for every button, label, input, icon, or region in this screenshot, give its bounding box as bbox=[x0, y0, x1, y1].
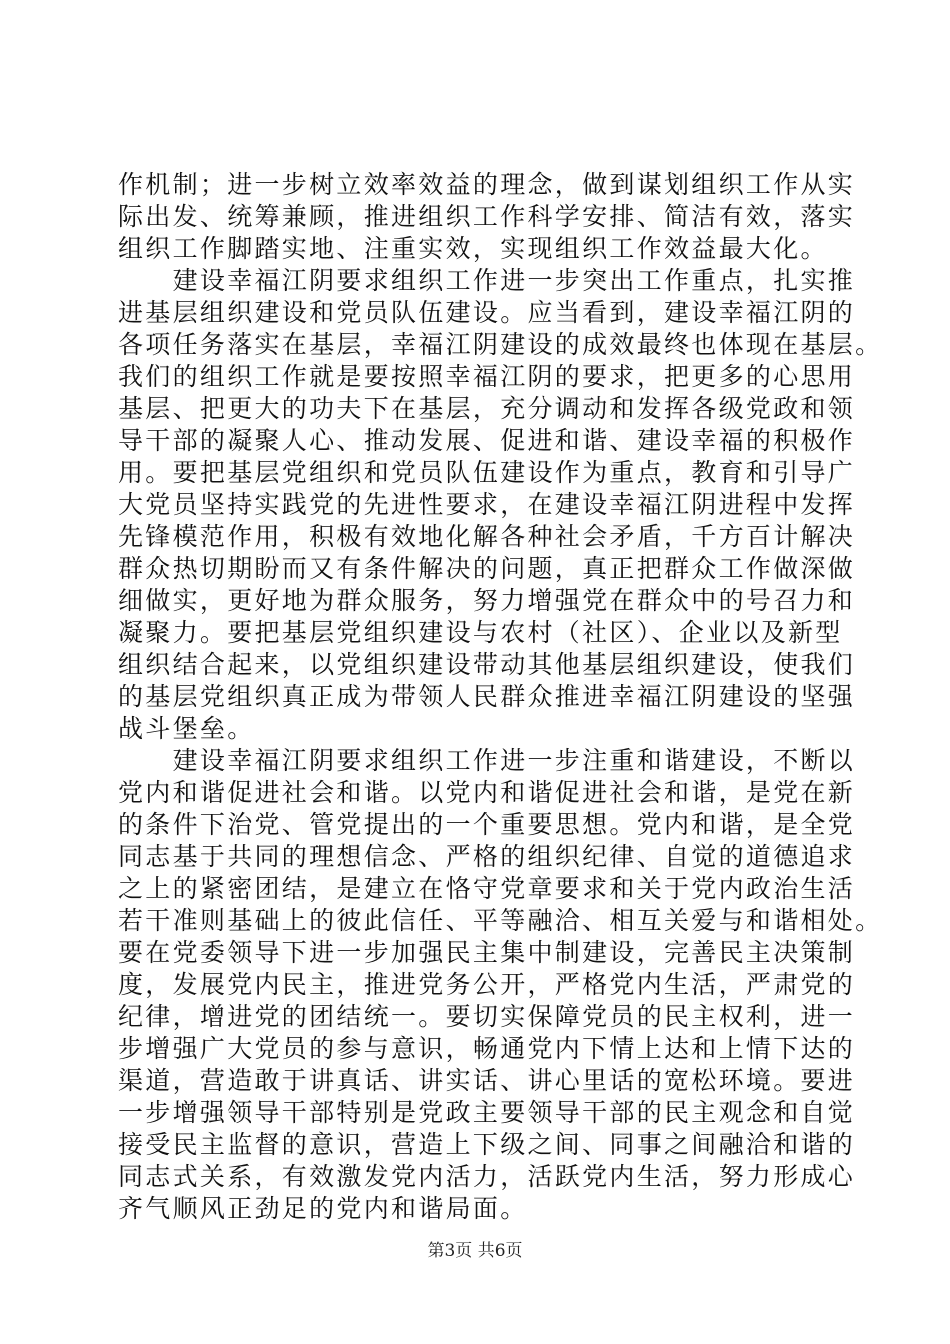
text-line: 群众热切期盼而又有条件解决的问题，真正把群众工作做深做 bbox=[118, 554, 856, 583]
text-line: 进基层组织建设和党员队伍建设。应当看到，建设幸福江阴的 bbox=[118, 298, 856, 327]
text-line: 度，发展党内民主，推进党务公开，严格党内生活，严肃党的 bbox=[118, 970, 856, 999]
text-line: 纪律，增进党的团结统一。要切实保障党员的民主权利，进一 bbox=[118, 1002, 856, 1031]
text-line: 组织结合起来，以党组织建设带动其他基层组织建设，使我们 bbox=[118, 650, 856, 679]
page-number-footer: 第3页 共6页 bbox=[427, 1241, 523, 1261]
text-line: 际出发、统筹兼顾，推进组织工作科学安排、简洁有效，落实 bbox=[118, 202, 856, 231]
text-line: 组织工作脚踏实地、注重实效，实现组织工作效益最大化。 bbox=[118, 234, 828, 263]
text-line: 若干准则基础上的彼此信任、平等融洽、相互关爱与和谐相处。 bbox=[118, 906, 883, 935]
text-line: 导干部的凝聚人心、推动发展、促进和谐、建设幸福的积极作 bbox=[118, 426, 856, 455]
text-line: 凝聚力。要把基层党组织建设与农村（社区）、企业以及新型 bbox=[118, 618, 843, 647]
text-line: 建设幸福江阴要求组织工作进一步突出工作重点，扎实推 bbox=[118, 266, 856, 295]
text-line: 我们的组织工作就是要按照幸福江阴的要求，把更多的心思用 bbox=[118, 362, 856, 391]
text-line: 的基层党组织真正成为带领人民群众推进幸福江阴建设的坚强 bbox=[118, 682, 856, 711]
text-line: 战斗堡垒。 bbox=[118, 714, 255, 743]
text-line: 用。要把基层党组织和党员队伍建设作为重点，教育和引导广 bbox=[118, 458, 856, 487]
text-line: 之上的紧密团结，是建立在恪守党章要求和关于党内政治生活 bbox=[118, 874, 856, 903]
text-line: 各项任务落实在基层，幸福江阴建设的成效最终也体现在基层。 bbox=[118, 330, 883, 359]
text-line: 接受民主监督的意识，营造上下级之间、同事之间融洽和谐的 bbox=[118, 1130, 856, 1159]
text-line: 一步增强领导干部特别是党政主要领导干部的民主观念和自觉 bbox=[118, 1098, 856, 1127]
text-line: 党内和谐促进社会和谐。以党内和谐促进社会和谐，是党在新 bbox=[118, 778, 856, 807]
text-line: 细做实，更好地为群众服务，努力增强党在群众中的号召力和 bbox=[118, 586, 856, 615]
text-line: 先锋模范作用，积极有效地化解各种社会矛盾，千方百计解决 bbox=[118, 522, 856, 551]
text-line: 的条件下治党、管党提出的一个重要思想。党内和谐，是全党 bbox=[118, 810, 856, 839]
text-line: 同志式关系，有效激发党内活力，活跃党内生活，努力形成心 bbox=[118, 1162, 856, 1191]
text-line: 要在党委领导下进一步加强民主集中制建设，完善民主决策制 bbox=[118, 938, 856, 967]
text-line: 大党员坚持实践党的先进性要求，在建设幸福江阴进程中发挥 bbox=[118, 490, 856, 519]
text-line: 步增强广大党员的参与意识，畅通党内下情上达和上情下达的 bbox=[118, 1034, 856, 1063]
text-line: 基层、把更大的功夫下在基层，充分调动和发挥各级党政和领 bbox=[118, 394, 856, 423]
text-line: 同志基于共同的理想信念、严格的组织纪律、自觉的道德追求 bbox=[118, 842, 856, 871]
text-line: 齐气顺风正劲足的党内和谐局面。 bbox=[118, 1194, 528, 1223]
text-line: 作机制；进一步树立效率效益的理念，做到谋划组织工作从实 bbox=[118, 170, 856, 199]
text-line: 建设幸福江阴要求组织工作进一步注重和谐建设，不断以 bbox=[118, 746, 856, 775]
text-line: 渠道，营造敢于讲真话、讲实话、讲心里话的宽松环境。要进 bbox=[118, 1066, 856, 1095]
